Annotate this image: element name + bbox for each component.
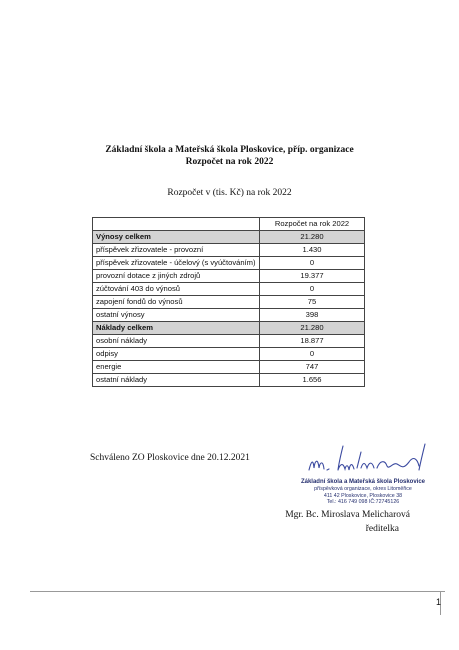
row-label: ostatní náklady [93,374,260,387]
table-row [93,231,365,244]
table-header-row [93,218,365,231]
table-header-empty [93,218,260,231]
row-value: 1.656 [260,374,365,387]
table-row [93,374,365,387]
row-label: ostatní výnosy [93,309,260,322]
document-subtitle: Rozpočet na rok 2022 [185,157,274,167]
signer-role: ředitelka [365,524,399,534]
footer-divider [30,591,445,592]
row-label: energie [93,361,260,374]
stamp-line: 411 42 Ploskovice, Ploskovice 38 [323,492,403,499]
handwritten-signature [305,440,440,480]
document-title: Základní škola a Mateřská škola Ploskovice, příp. organizace [105,145,354,155]
stamp-line: Základní škola a Mateřská škola Ploskovice [300,479,426,485]
row-label: odpisy [93,348,260,361]
row-value: 0 [260,257,365,270]
table-row [93,283,365,296]
table-row [93,270,365,283]
table-row [93,244,365,257]
stamp-line: příspěvková organizace, okres Litoměřice [314,486,412,492]
table-caption: Rozpočet v (tis. Kč) na rok 2022 [167,188,292,198]
row-value: 0 [260,348,365,361]
approval-note: Schváleno ZO Ploskovice dne 20.12.2021 [90,453,250,463]
row-label: provozní dotace z jiných zdrojů [93,270,260,283]
row-value: 1.430 [260,244,365,257]
row-label: příspěvek zřizovatele - provozní [93,244,260,257]
row-label: Výnosy celkem [93,231,260,244]
table-row [93,348,365,361]
row-value: 18.877 [260,335,365,348]
row-label: Náklady celkem [93,322,260,335]
row-label: zúčtování 403 do výnosů [93,283,260,296]
row-value: 75 [260,296,365,309]
row-value: 747 [260,361,365,374]
stamp-line: Tel.: 416 749 098 IČ:72745126 [326,499,400,505]
page-number: 1 [435,597,441,607]
row-value: 21.280 [260,231,365,244]
school-stamp [283,478,443,506]
row-label: příspěvek zřizovatele - účelový (s vyúčtováním) [93,257,260,270]
table-row [93,322,365,335]
budget-table [92,217,365,387]
row-label: zapojení fondů do výnosů [93,296,260,309]
table-row [93,257,365,270]
table-row [93,335,365,348]
table-row [93,361,365,374]
table-column-header: Rozpočet na rok 2022 [260,218,365,231]
signer-name: Mgr. Bc. Miroslava Melicharová [285,510,410,520]
table-row [93,309,365,322]
row-value: 19.377 [260,270,365,283]
row-value: 398 [260,309,365,322]
row-value: 0 [260,283,365,296]
table-row [93,296,365,309]
row-value: 21.280 [260,322,365,335]
row-label: osobní náklady [93,335,260,348]
